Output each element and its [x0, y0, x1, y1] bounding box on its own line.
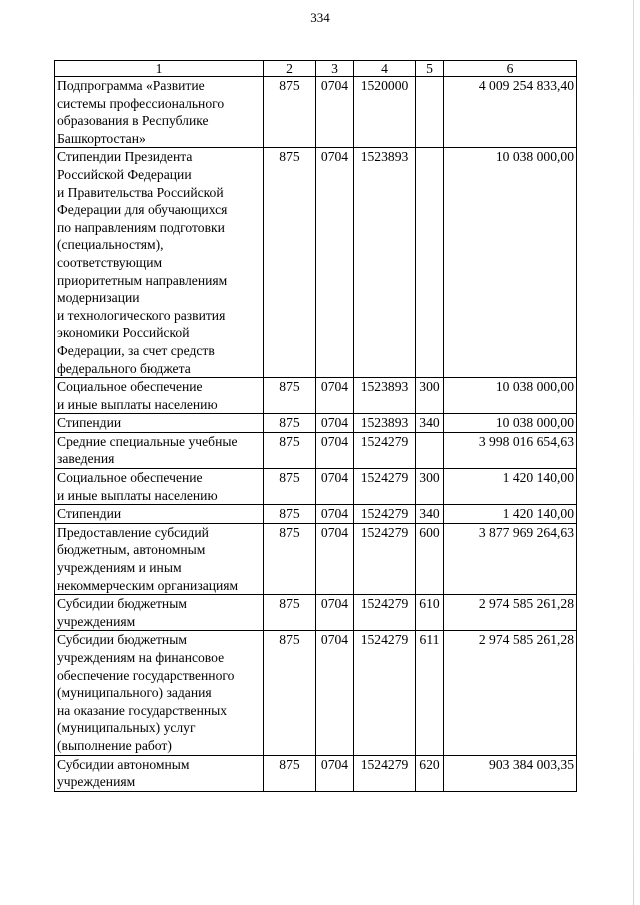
description-line: учреждениям: [57, 613, 136, 629]
row-description: [55, 414, 264, 433]
row-expense-type: 340: [416, 505, 444, 524]
row-section-code: 0704: [316, 414, 354, 433]
description-line: (специальностям),: [57, 237, 164, 253]
row-amount: 10 038 000,00: [444, 378, 577, 414]
row-expense-type: [416, 148, 444, 378]
table-header-row: [55, 61, 577, 77]
description-line: некоммерческим организациям: [57, 577, 239, 593]
row-amount: 2 974 585 261,28: [444, 595, 577, 631]
description-line: заведения: [57, 451, 115, 467]
description-line: (муниципального) задания: [57, 685, 212, 701]
description-line: Российской Федерации: [57, 166, 192, 182]
description-line: Федерации для обучающихся: [57, 202, 228, 218]
row-ministry-code: 875: [264, 77, 316, 148]
description-line: модернизации: [57, 290, 140, 306]
page-number: 334: [310, 10, 330, 25]
column-header-1: 1: [55, 61, 264, 77]
row-target-article: 1524279: [354, 432, 416, 468]
description-line: и Правительства Российской: [57, 184, 224, 200]
table-row: [55, 469, 577, 505]
table-row: [55, 505, 577, 524]
description-line: образования в Республике: [57, 113, 209, 129]
row-target-article: 1520000: [354, 77, 416, 148]
description-line: Субсидии бюджетным: [57, 632, 187, 648]
description-line: и технологического развития: [57, 307, 226, 323]
row-description: [55, 148, 264, 378]
row-expense-type: 620: [416, 755, 444, 791]
row-expense-type: 610: [416, 595, 444, 631]
scan-edge-shadow: [633, 0, 634, 905]
row-ministry-code: 875: [264, 631, 316, 755]
description-line: федерального бюджета: [57, 360, 191, 376]
row-ministry-code: 875: [264, 755, 316, 791]
table-row: [55, 432, 577, 468]
description-line: соответствующим: [57, 254, 163, 270]
row-ministry-code: 875: [264, 505, 316, 524]
table-row: [55, 755, 577, 791]
row-target-article: 1524279: [354, 595, 416, 631]
description-line: приоритетным направлениям: [57, 272, 228, 288]
row-amount: 3 998 016 654,63: [444, 432, 577, 468]
description-line: Стипендии: [57, 415, 122, 431]
row-description: [55, 595, 264, 631]
row-ministry-code: 875: [264, 148, 316, 378]
row-target-article: 1524279: [354, 523, 416, 594]
row-target-article: 1524279: [354, 469, 416, 505]
description-line: (выполнение работ): [57, 737, 172, 753]
row-amount: 1 420 140,00: [444, 469, 577, 505]
description-line: учреждениям: [57, 774, 136, 790]
description-line: по направлениям подготовки: [57, 219, 225, 235]
row-ministry-code: 875: [264, 595, 316, 631]
row-description: [55, 432, 264, 468]
row-description: [55, 378, 264, 414]
row-section-code: 0704: [316, 505, 354, 524]
description-line: и иные выплаты населению: [57, 396, 218, 412]
row-amount: 903 384 003,35: [444, 755, 577, 791]
row-ministry-code: 875: [264, 378, 316, 414]
table-row: [55, 631, 577, 755]
description-line: учреждениям на финансовое: [57, 650, 225, 665]
row-amount: 4 009 254 833,40: [444, 77, 577, 148]
row-section-code: 0704: [316, 595, 354, 631]
row-expense-type: 300: [416, 378, 444, 414]
row-description: [55, 523, 264, 594]
row-amount: 10 038 000,00: [444, 414, 577, 433]
table-body: [55, 77, 577, 792]
description-line: Социальное обеспечение: [57, 470, 203, 486]
description-line: экономики Российской: [57, 325, 190, 341]
row-section-code: 0704: [316, 148, 354, 378]
row-description: [55, 77, 264, 148]
description-line: Башкортостан»: [57, 130, 146, 146]
row-target-article: 1523893: [354, 378, 416, 414]
row-description: [55, 469, 264, 505]
column-header-3: 3: [316, 61, 354, 77]
table-row: [55, 523, 577, 594]
table-row: [55, 77, 577, 148]
column-header-4: 4: [354, 61, 416, 77]
description-line: Субсидии автономным: [57, 756, 190, 772]
row-target-article: 1524279: [354, 505, 416, 524]
row-section-code: 0704: [316, 631, 354, 755]
row-expense-type: 340: [416, 414, 444, 433]
column-header-5: 5: [416, 61, 444, 77]
description-line: Социальное обеспечение: [57, 379, 203, 395]
row-section-code: 0704: [316, 378, 354, 414]
description-line: Субсидии бюджетным: [57, 596, 187, 612]
table-row: [55, 595, 577, 631]
row-expense-type: [416, 432, 444, 468]
row-target-article: 1523893: [354, 148, 416, 378]
row-description: [55, 755, 264, 791]
row-section-code: 0704: [316, 469, 354, 505]
row-ministry-code: 875: [264, 523, 316, 594]
description-line: бюджетным, автономным: [57, 542, 206, 558]
row-expense-type: 611: [416, 631, 444, 755]
description-line: Средние специальные учебные: [57, 433, 238, 449]
description-line: (муниципальных) услуг: [57, 720, 196, 736]
description-line: на оказание государственных: [57, 702, 228, 718]
row-description: [55, 505, 264, 524]
description-line: Предоставление субсидий: [57, 524, 209, 540]
description-line: Подпрограмма «Развитие: [57, 78, 205, 93]
description-line: и иные выплаты населению: [57, 487, 218, 503]
description-line: учреждениям и иным: [57, 560, 182, 576]
budget-table: [54, 60, 577, 792]
row-ministry-code: 875: [264, 432, 316, 468]
description-line: обеспечение государственного: [57, 667, 235, 683]
row-amount: 10 038 000,00: [444, 148, 577, 378]
table-row: [55, 414, 577, 433]
row-ministry-code: 875: [264, 469, 316, 505]
column-header-6: 6: [444, 61, 577, 77]
row-section-code: 0704: [316, 755, 354, 791]
description-line: Стипендии Президента: [57, 149, 193, 165]
row-description: [55, 631, 264, 755]
row-expense-type: 600: [416, 523, 444, 594]
row-target-article: 1524279: [354, 755, 416, 791]
row-amount: 2 974 585 261,28: [444, 631, 577, 755]
row-expense-type: 300: [416, 469, 444, 505]
row-expense-type: [416, 77, 444, 148]
column-header-2: 2: [264, 61, 316, 77]
row-section-code: 0704: [316, 77, 354, 148]
row-ministry-code: 875: [264, 414, 316, 433]
row-section-code: 0704: [316, 432, 354, 468]
row-section-code: 0704: [316, 523, 354, 594]
description-line: системы профессионального: [57, 95, 225, 111]
row-amount: 3 877 969 264,63: [444, 523, 577, 594]
table-row: [55, 378, 577, 414]
row-target-article: 1524279: [354, 631, 416, 755]
row-target-article: 1523893: [354, 414, 416, 433]
table-row: [55, 148, 577, 378]
description-line: Стипендии: [57, 506, 122, 522]
row-amount: 1 420 140,00: [444, 505, 577, 524]
description-line: Федерации, за счет средств: [57, 342, 215, 358]
